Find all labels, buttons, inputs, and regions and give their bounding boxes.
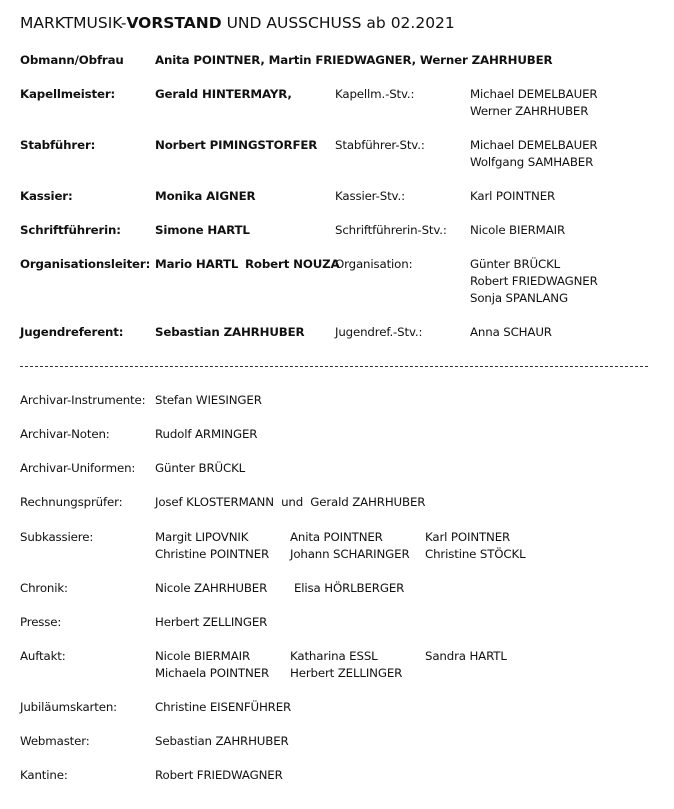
auftakt-member: Michaela POINTNER <box>155 666 269 680</box>
kapellmeister-label: Kapellmeister: <box>20 87 116 101</box>
kapellmeister-stv-2: Werner ZAHRHUBER <box>470 104 589 118</box>
kapellmeister-stv-label: Kapellm.-Stv.: <box>335 87 415 101</box>
auftakt-member: Katharina ESSL <box>290 649 378 663</box>
subkassiere-member: Johann SCHARINGER <box>290 547 410 561</box>
jubilaeumskarten-label: Jubiläumskarten: <box>20 700 117 714</box>
organisation-member-1: Günter BRÜCKL <box>470 257 561 271</box>
kassier-name: Monika AIGNER <box>155 189 256 203</box>
organisation-label: Organisation: <box>335 257 413 271</box>
kassier-stv-1: Karl POINTNER <box>470 189 556 203</box>
title-bold: VORSTAND <box>126 14 222 32</box>
kassier-label: Kassier: <box>20 189 73 203</box>
jugendreferent-stv-label: Jugendref.-Stv.: <box>335 325 423 339</box>
chronik-member: Elisa HÖRLBERGER <box>294 581 405 595</box>
auftakt-label: Auftakt: <box>20 649 66 663</box>
kassier-stv-label: Kassier-Stv.: <box>335 189 405 203</box>
jubilaeumskarten-name: Christine EISENFÜHRER <box>155 700 292 714</box>
stabfuehrer-stv-1: Michael DEMELBAUER <box>470 138 598 152</box>
archivar-instrumente-label: Archivar-Instrumente: <box>20 393 146 407</box>
kantine-label: Kantine: <box>20 768 68 782</box>
subkassiere-label: Subkassiere: <box>20 530 94 544</box>
rechnungspruefer-names: Josef KLOSTERMANN und Gerald ZAHRHUBER <box>155 495 426 509</box>
webmaster-name: Sebastian ZAHRHUBER <box>155 734 289 748</box>
chronik-label: Chronik: <box>20 581 68 595</box>
kapellmeister-stv-1: Michael DEMELBAUER <box>470 87 598 101</box>
subkassiere-member: Margit LIPOVNIK <box>155 530 249 544</box>
kantine-name: Robert FRIEDWAGNER <box>155 768 283 782</box>
schriftfuehrerin-stv-1: Nicole BIERMAIR <box>470 223 565 237</box>
jugendreferent-label: Jugendreferent: <box>20 325 124 339</box>
title-prefix: MARKTMUSIK- <box>20 14 127 32</box>
archivar-instrumente-name: Stefan WIESINGER <box>155 393 262 407</box>
schriftfuehrerin-name: Simone HARTL <box>155 223 250 237</box>
title-suffix: UND AUSSCHUSS ab 02.2021 <box>221 14 455 32</box>
chronik-member: Nicole ZAHRHUBER <box>155 581 268 595</box>
stabfuehrer-label: Stabführer: <box>20 138 96 152</box>
presse-name: Herbert ZELLINGER <box>155 615 268 629</box>
archivar-uniformen-label: Archivar-Uniformen: <box>20 461 136 475</box>
stabfuehrer-stv-2: Wolfgang SAMHABER <box>470 155 594 169</box>
auftakt-member: Sandra HARTL <box>425 649 507 663</box>
organisationsleiter-name-2: Robert NOUZA <box>245 257 340 271</box>
organisation-member-2: Robert FRIEDWAGNER <box>470 274 598 288</box>
auftakt-member: Nicole BIERMAIR <box>155 649 250 663</box>
archivar-uniformen-name: Günter BRÜCKL <box>155 461 246 475</box>
subkassiere-member: Karl POINTNER <box>425 530 511 544</box>
organisationsleiter-name-1: Mario HARTL <box>155 257 239 271</box>
obmann-label: Obmann/Obfrau <box>20 53 124 67</box>
subkassiere-member: Christine POINTNER <box>155 547 270 561</box>
archivar-noten-label: Archivar-Noten: <box>20 427 110 441</box>
subkassiere-member: Christine STÖCKL <box>425 547 526 561</box>
archivar-noten-name: Rudolf ARMINGER <box>155 427 258 441</box>
jugendreferent-stv-1: Anna SCHAUR <box>470 325 552 339</box>
rechnungspruefer-label: Rechnungsprüfer: <box>20 495 123 509</box>
schriftfuehrerin-label: Schriftführerin: <box>20 223 121 237</box>
jugendreferent-name: Sebastian ZAHRHUBER <box>155 325 305 339</box>
section-divider <box>20 366 648 367</box>
organisation-member-3: Sonja SPANLANG <box>470 291 568 305</box>
schriftfuehrerin-stv-label: Schriftführerin-Stv.: <box>335 223 447 237</box>
subkassiere-member: Anita POINTNER <box>290 530 383 544</box>
stabfuehrer-name: Norbert PIMINGSTORFER <box>155 138 318 152</box>
page-title <box>20 13 455 33</box>
auftakt-member: Herbert ZELLINGER <box>290 666 403 680</box>
kapellmeister-name: Gerald HINTERMAYR, <box>155 87 292 101</box>
webmaster-label: Webmaster: <box>20 734 90 748</box>
stabfuehrer-stv-label: Stabführer-Stv.: <box>335 138 425 152</box>
presse-label: Presse: <box>20 615 62 629</box>
obmann-names: Anita POINTNER, Martin FRIEDWAGNER, Werner ZAHRHUBER <box>155 53 553 67</box>
organisationsleiter-label: Organisationsleiter: <box>20 257 151 271</box>
